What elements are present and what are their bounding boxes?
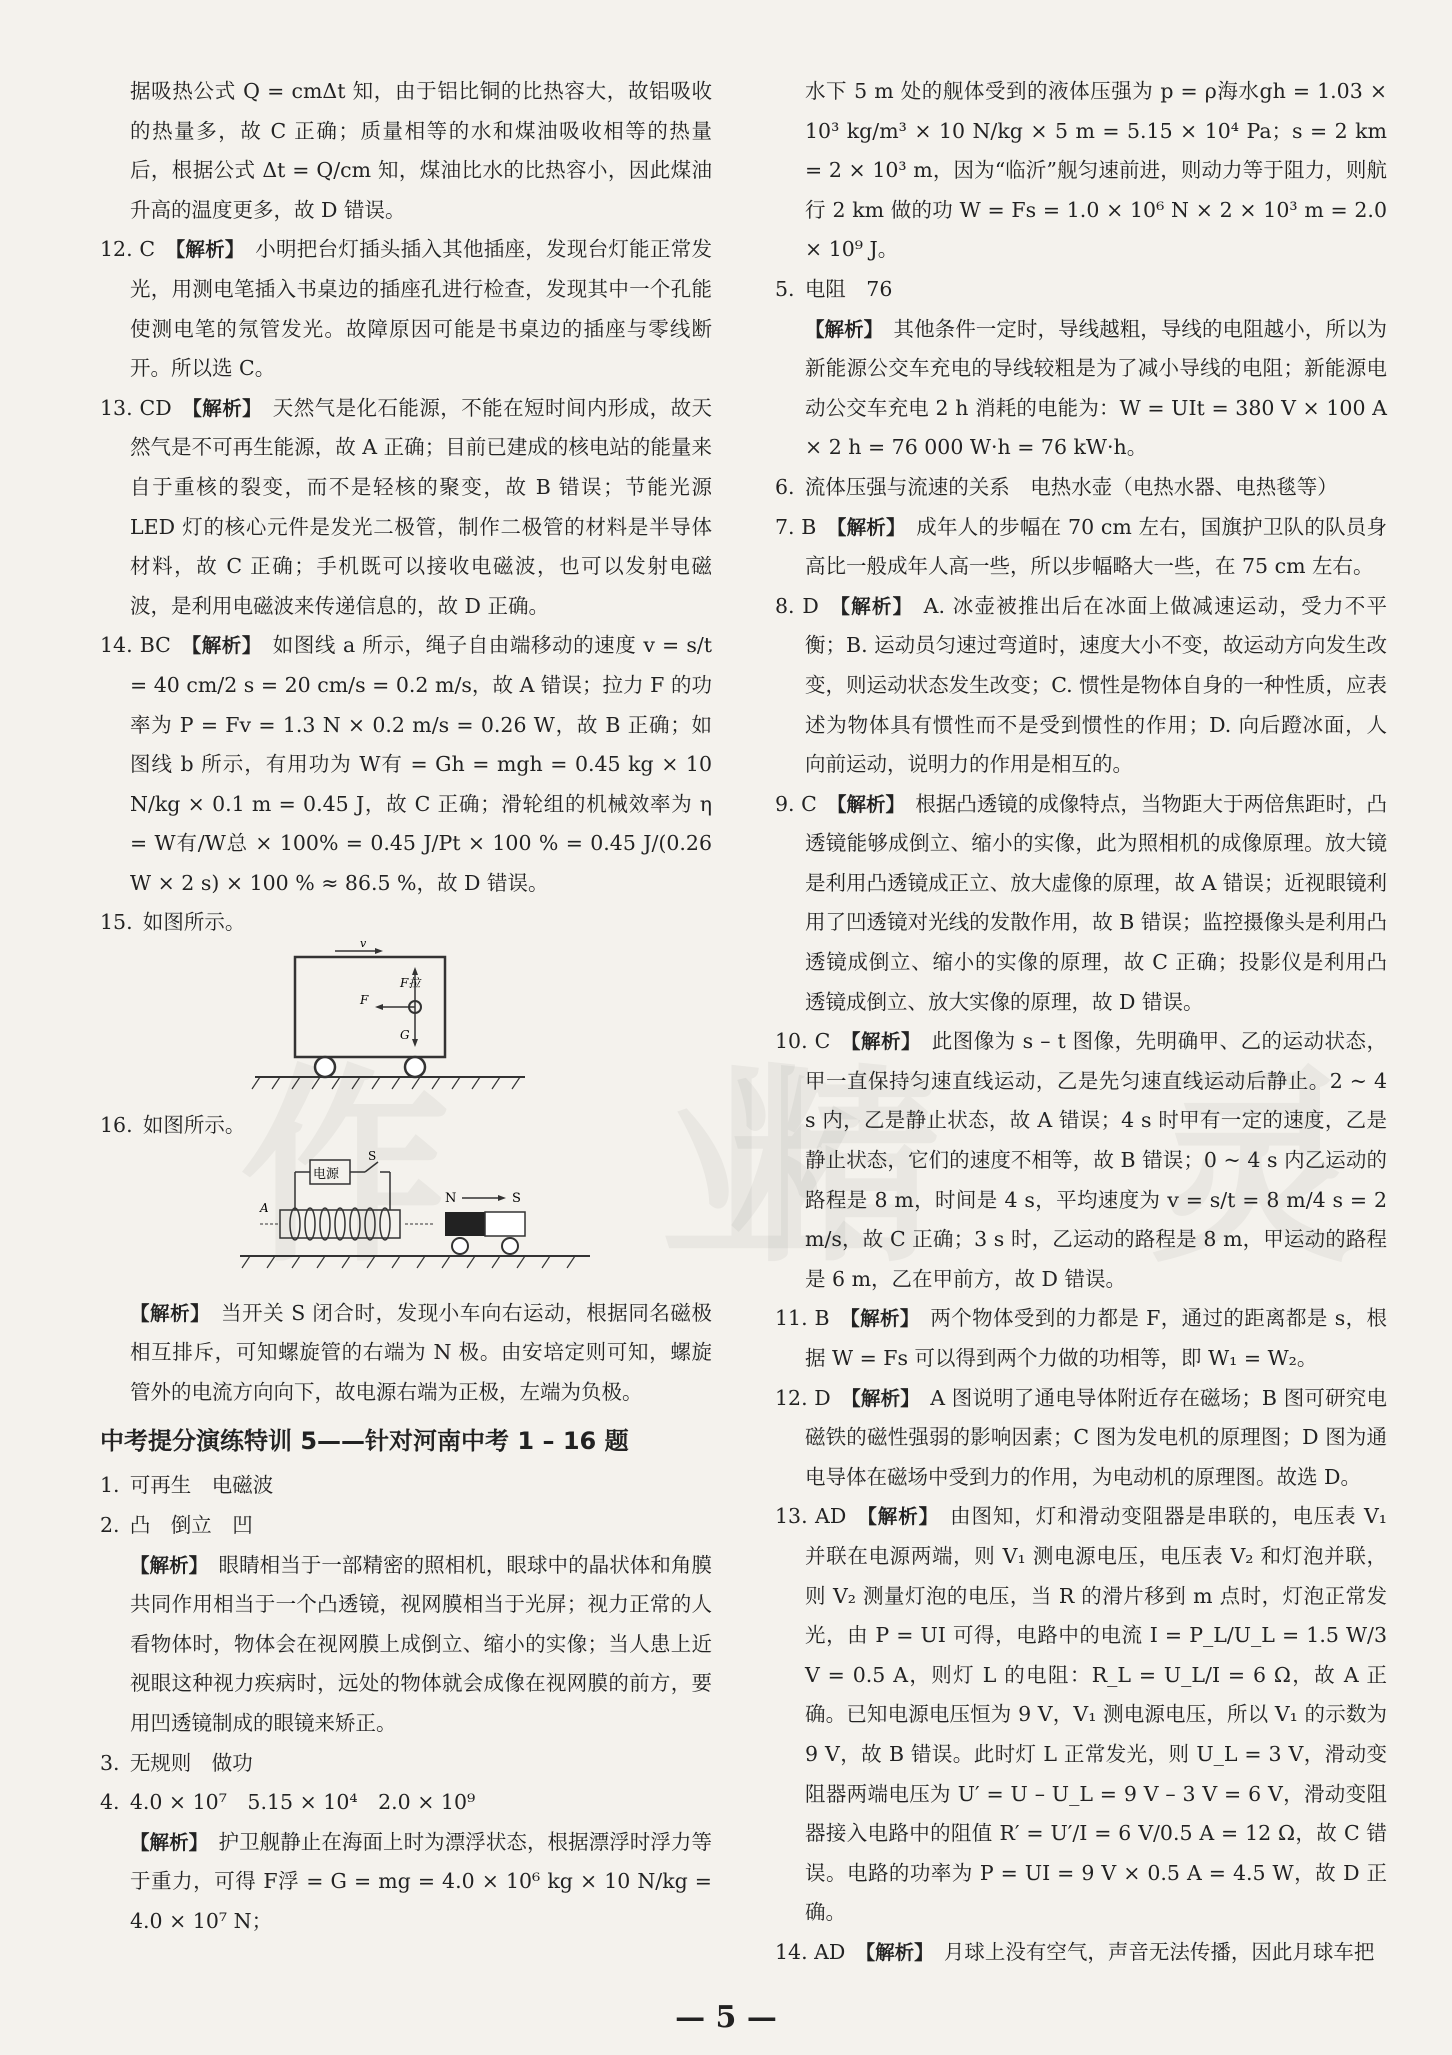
answer-text: 月球上没有空气，声音无法传播，因此月球车把: [943, 1939, 1375, 1964]
magnet-s: [485, 1212, 525, 1236]
analysis-label: 【解析】: [130, 1830, 209, 1854]
page-number: — 5 —: [675, 2000, 777, 2035]
answer-text: 成年人的步幅在 70 cm 左右，国旗护卫队的队员身高比一般成年人高一些，所以步幅略大一些，在 75 cm 左右。: [805, 514, 1387, 579]
answer-item: [100, 1106, 712, 1146]
answer-item: [100, 626, 712, 903]
answer-item: [775, 468, 1387, 508]
answer-number: 1.: [100, 1473, 120, 1498]
magnet-n: [445, 1212, 485, 1236]
answer-text: 由图知，灯和滑动变阻器是串联的，电压表 V₁ 并联在电源两端，则 V₁ 测电源电压，电压表 V₂ 和灯泡并联，则 V₂ 测量灯泡的电压，当 R 的滑片移到 m 点时，灯泡正常发光，由 P = UI 可得，电路中的电流 I = P_L/U_L = 1.5 W/3 V = 0.5 A，则灯 L 的电阻：R_L = U_L/I = 6 Ω，故 A 正确。已知电源电压恒为 9 V，V₁ 测电源电压，所以 V₁ 的示数为 9 V，故 B 错误。此时灯 L 正常发光，则 U_L = 3 V，滑动变阻器两端电压为 U′ = U – U_L = 9 V – 3 V = 6 V，滑动变阻器接入电路中的阻值 R′ = U′/I = 6 V/0.5 A = 12 Ω，故 C 错误。电路的功率为 P = UI = 9 V × 0.5 A = 4.5 W，故 D 正确。: [805, 1504, 1387, 1925]
answer-text: 眼睛相当于一部精密的照相机，眼球中的晶状体和角膜共同作用相当于一个凸透镜，视网膜相当于光屏；视力正常的人看物体时，物体会在视网膜上成倒立、缩小的实像；当人患上近视眼这种视力疾病时，远处的物体就会成像在视网膜的前方，要用凹透镜制成的眼镜来矫正。: [130, 1552, 712, 1735]
label-v: v: [360, 937, 367, 951]
answer-text: 此图像为 s – t 图像，先明确甲、乙的运动状态，甲一直保持匀速直线运动，乙是先匀速直线运动后静止。2 ~ 4 s 内，乙是静止状态，故 A 错误；4 s 时甲有一定的速度，乙是静止状态，它们的速度不相等，故 B 错误；0 ~ 4 s 内乙运动的路程是 8 m，时间是 4 s，平均速度为 v = s/t = 8 m/4 s = 2 m/s，故 C 正确；3 s 时，乙运动的路程是 8 m，甲运动的路程是 6 m，乙在甲前方，故 D 错误。: [805, 1029, 1387, 1291]
answer-text: A 图说明了通电导体附近存在磁场；B 图可研究电磁铁的磁性强弱的影响因素；C 图为发电机的原理图；D 图为通电导体在磁场中受到力的作用，为电动机的原理图。故选 D。: [805, 1385, 1387, 1489]
answer-item: [100, 1506, 712, 1546]
answer-number: 10. C: [775, 1029, 831, 1054]
answer-text: 4.0 × 10⁷ 5.15 × 10⁴ 2.0 × 10⁹: [129, 1790, 476, 1815]
answer-text: 流体压强与流速的关系 电热水壶（电热水器、电热毯等）: [804, 474, 1338, 499]
answer-text: 凸 倒立 凹: [129, 1513, 253, 1538]
analysis-label: 【解析】: [181, 634, 262, 658]
answer-text: 水下 5 m 处的舰体受到的液体压强为 p = ρ海水gh = 1.03 × 10³ kg/m³ × 10 N/kg × 5 m = 5.15 × 10⁴ Pa；s = 2 km = 2 × 10³ m，因为“临沂”舰匀速前进，则动力等于阻力，则航行 2 km 做的功 W = Fs = 1.0 × 10⁶ N × 2 × 10³ m = 2.0 × 10⁹ J。: [805, 79, 1387, 262]
answer-number: 13. AD: [775, 1504, 847, 1529]
answer-item: [775, 270, 1387, 310]
answer-text: 无规则 做功: [129, 1750, 253, 1775]
answer-number: 14. AD: [775, 1939, 846, 1964]
label-f-pull: F拉: [400, 976, 421, 991]
answer-number: 8. D: [775, 593, 819, 618]
answer-text: 小明把台灯插头插入其他插座，发现台灯能正常发光，用测电笔插入书桌边的插座孔进行检查，发现其中一个孔能使测电笔的氖管发光。故障原因可能是书桌边的插座与零线断开。所以选 C。: [130, 237, 712, 381]
answer-text: 天然气是化石能源，不能在短时间内形成，故天然气是不可再生能源，故 A 正确；目前已建成的核电站的能量来自于重核的裂变，而不是轻核的聚变，故 B 错误；节能光源 LED 灯的核心元件是发光二极管，制作二极管的材料是半导体材料，故 C 正确；手机既可以接收电磁波，也可以发射电磁波，是利用电磁波来传递信息的，故 D 正确。: [130, 395, 713, 618]
left-column: [100, 72, 712, 1942]
label-a: A: [260, 1200, 269, 1215]
answer-item: [775, 785, 1387, 1023]
analysis-label: 【解析】: [826, 515, 906, 539]
answer-text: A. 冰壶被推出后在冰面上做减速运动，受力不平衡；B. 运动员匀速过弯道时，速度大小不变，故运动方向发生改变，则运动状态发生改变；C. 惯性是物体自身的一种性质，应表述为物体具有惯性而不是受到惯性的作用；D. 向后蹬冰面，人向前运动，说明力的作用是相互的。: [805, 593, 1387, 777]
answer-item: [775, 508, 1387, 587]
cart-body: [295, 957, 445, 1057]
analysis-label: 【解析】: [181, 396, 263, 420]
answer-text: 两个物体受到的力都是 F，通过的距离都是 s，根据 W = Fs 可以得到两个力做的功相等，即 W₁ = W₂。: [805, 1306, 1387, 1370]
answer-item: [775, 1022, 1387, 1299]
answer-number: 9. C: [775, 791, 817, 816]
answer-item: [100, 1783, 712, 1823]
wheel: [452, 1238, 468, 1254]
answer-item: [100, 903, 712, 943]
solenoid-core: [280, 1210, 400, 1238]
answer-text: 其他条件一定时，导线越粗，导线的电阻越小，所以为新能源公交车充电的导线较粗是为了减小导线的电阻；新能源电动公交车充电 2 h 消耗的电能为：W = UIt = 380 V × 100 A × 2 h = 76 000 W·h = 76 kW·h。: [805, 316, 1387, 460]
answer-number: 6.: [775, 474, 795, 499]
answer-number: 16.: [100, 1113, 133, 1138]
answer-paragraph: [100, 1546, 712, 1744]
answer-item: [775, 1379, 1387, 1498]
answer-item: [100, 1466, 712, 1506]
figure-16-electromagnet-diagram: [200, 1150, 600, 1290]
figure-15-cart-diagram: [240, 937, 570, 1102]
answer-item: [775, 1299, 1387, 1378]
answer-number: 14. BC: [100, 633, 171, 658]
label-g: G: [400, 1028, 410, 1043]
label-n: N: [445, 1190, 457, 1206]
answer-text: 可再生 电磁波: [129, 1473, 274, 1498]
answer-item: [775, 1497, 1387, 1933]
answer-text: 如图线 a 所示，绳子自由端移动的速度 v = s/t = 40 cm/2 s = 20 cm/s = 0.2 m/s，故 A 错误；拉力 F 的功率为 P = Fv = 1.3 N × 0.2 m/s = 0.26 W，故 B 正确；如图线 b 所示，有用功为 W有 = Gh = mgh = 0.45 kg × 10 N/kg × 0.1 m = 0.45 J，故 C 正确；滑轮组的机械效率为 η = W有/W总 × 100% = 0.45 J/Pt × 100 % = 0.45 J/(0.26 W × 2 s) × 100 % ≈ 86.5 %，故 D 错误。: [130, 633, 712, 895]
analysis-label: 【解析】: [839, 1307, 920, 1331]
answer-number: 3.: [100, 1750, 120, 1775]
analysis-label: 【解析】: [130, 1301, 211, 1325]
label-f: F: [360, 993, 369, 1008]
analysis-label: 【解析】: [827, 792, 906, 816]
wheel: [405, 1057, 425, 1077]
label-power: 电源: [313, 1166, 340, 1182]
answer-number: 13. CD: [100, 395, 172, 420]
answer-number: 7. B: [775, 514, 817, 539]
answer-number: 5.: [775, 276, 795, 301]
answer-number: 12. C: [100, 237, 156, 262]
answer-text: 如图所示。: [142, 910, 246, 935]
label-s: S: [512, 1190, 521, 1206]
answer-text: 当开关 S 闭合时，发现小车向右运动，根据同名磁极相互排斥，可知螺旋管的右端为 N 极。由安培定则可知，螺旋管外的电流方向向下，故电源右端为正极，左端为负极。: [130, 1300, 712, 1404]
section-heading: 中考提分演练特训 5——针对河南中考 1 – 16 题: [100, 1427, 629, 1456]
right-column: [775, 72, 1387, 1973]
answer-text: 护卫舰静止在海面上时为漂浮状态，根据漂浮时浮力等于重力，可得 F浮 = G = mg = 4.0 × 10⁶ kg × 10 N/kg = 4.0 × 10⁷ N；: [130, 1829, 712, 1933]
answer-number: 11. B: [775, 1306, 830, 1331]
answer-paragraph: [100, 72, 712, 230]
analysis-label: 【解析】: [130, 1553, 209, 1577]
analysis-label: 【解析】: [856, 1505, 939, 1529]
analysis-label: 【解析】: [805, 317, 884, 341]
answer-number: 12. D: [775, 1385, 831, 1410]
wheel: [502, 1238, 518, 1254]
answer-paragraph: [775, 310, 1387, 468]
analysis-label: 【解析】: [855, 1940, 934, 1964]
answer-text: 据吸热公式 Q = cmΔt 知，由于铝比铜的比热容大，故铝吸收的热量多，故 C 正确；质量相等的水和煤油吸收相等的热量后，根据公式 Δt = Q/cm 知，煤油比水的比热容小，因此煤油升高的温度更多，故 D 错误。: [130, 79, 712, 222]
answer-item: [100, 230, 712, 388]
analysis-label: 【解析】: [841, 1386, 920, 1410]
analysis-label: 【解析】: [840, 1030, 921, 1054]
answer-item: [100, 389, 712, 627]
answer-item: [775, 587, 1387, 785]
answer-item: [100, 1744, 712, 1784]
answer-text: 电阻 76: [804, 276, 893, 301]
answer-text: 根据凸透镜的成像特点，当物距大于两倍焦距时，凸透镜能够成倒立、缩小的实像，此为照相机的成像原理。放大镜是利用凸透镜成正立、放大虚像的原理，故 A 错误；近视眼镜利用了凹透镜对光线的发散作用，故 B 错误；监控摄像头是利用凸透镜成倒立、缩小的实像的原理，故 C 正确；投影仪是利用凸透镜成倒立、放大实像的原理，故 D 错误。: [805, 791, 1388, 1014]
answer-item: [775, 1933, 1387, 1973]
wheel: [315, 1057, 335, 1077]
analysis-label: 【解析】: [165, 238, 245, 262]
answer-paragraph: [775, 72, 1387, 270]
answer-text: 如图所示。: [142, 1113, 246, 1138]
answer-paragraph: [100, 1294, 712, 1413]
answer-number: 4.: [100, 1790, 120, 1815]
answer-number: 15.: [100, 910, 133, 935]
label-switch: S: [368, 1148, 377, 1163]
answer-paragraph: [100, 1823, 712, 1942]
analysis-label: 【解析】: [829, 594, 914, 618]
answer-number: 2.: [100, 1513, 120, 1538]
